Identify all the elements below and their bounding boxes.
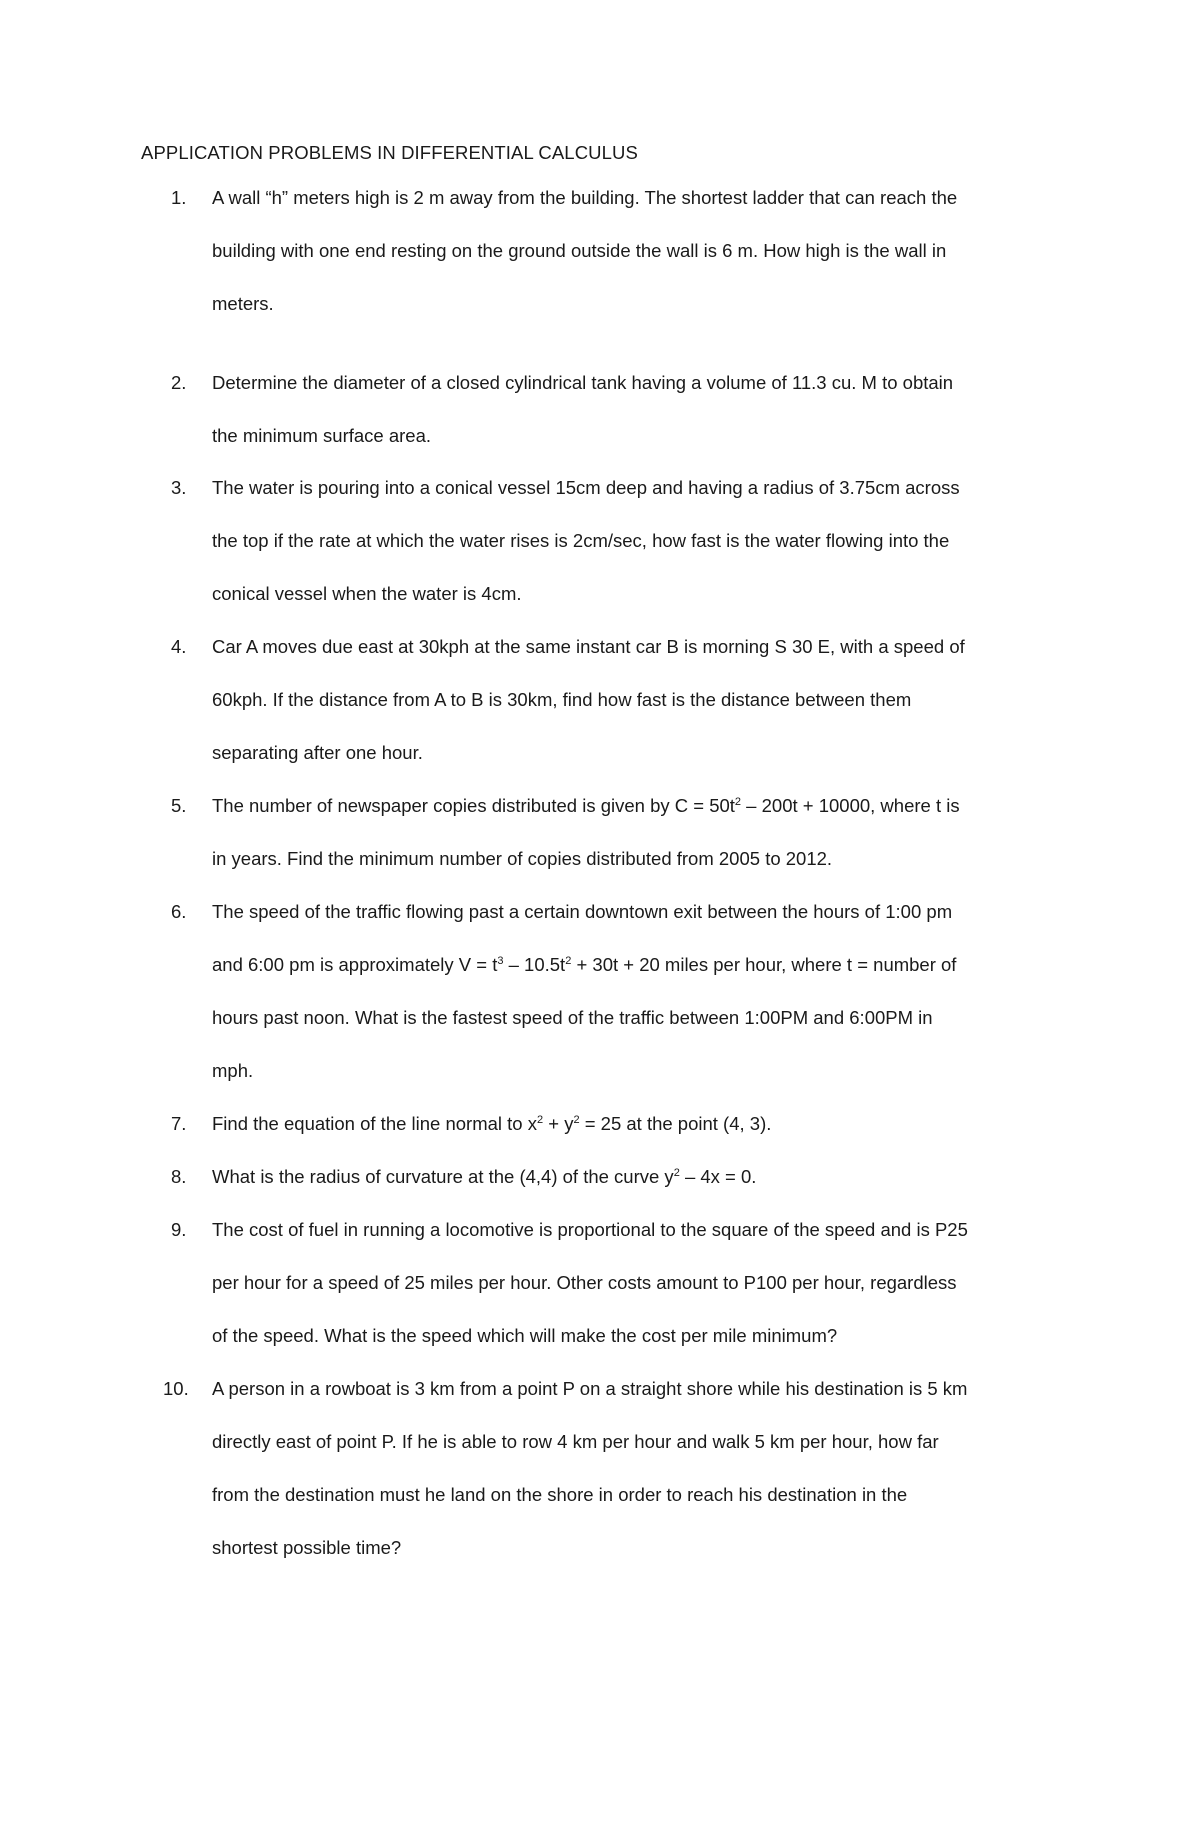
text-segment: Find the equation of the line normal to x xyxy=(212,1113,537,1134)
problem-number: 3. xyxy=(171,477,187,498)
text-segment: What is the radius of curvature at the (4,4) of the curve y xyxy=(212,1166,674,1187)
problem-line xyxy=(212,1097,1072,1150)
problem-text xyxy=(212,779,1072,885)
exponent: 2 xyxy=(573,1114,580,1126)
problem-text xyxy=(212,171,1072,330)
text-segment: + y xyxy=(543,1113,574,1134)
exponent: 2 xyxy=(565,955,572,967)
problem-line xyxy=(212,779,1072,832)
problem-line: directly east of point P. If he is able to row 4 km per hour and walk 5 km per hour, how far xyxy=(212,1431,939,1452)
problem-number: 6. xyxy=(171,901,187,922)
problem-line: Determine the diameter of a closed cylindrical tank having a volume of 11.3 cu. M to obtain xyxy=(212,372,954,393)
problem-line: meters. xyxy=(212,293,274,314)
problem-text xyxy=(212,1097,1072,1150)
problem-line: mph. xyxy=(212,1060,254,1081)
exponent: 2 xyxy=(673,1167,680,1179)
text-segment: The number of newspaper copies distributed is given by C = 50t xyxy=(212,795,735,816)
problem-line: The water is pouring into a conical vessel 15cm deep and having a radius of 3.75cm across xyxy=(212,477,960,498)
exponent: 3 xyxy=(497,955,504,967)
problem-text xyxy=(212,356,1072,462)
exponent: 2 xyxy=(536,1114,544,1126)
text-segment: – 10.5t xyxy=(503,954,566,975)
problem-line: from the destination must he land on the shore in order to reach his destination in the xyxy=(212,1484,908,1505)
problem-line: the top if the rate at which the water rises is 2cm/sec, how fast is the water flowing into the xyxy=(212,530,950,551)
problem-line: separating after one hour. xyxy=(212,742,423,763)
problem-text xyxy=(212,461,1072,620)
problem-text xyxy=(212,885,1072,1097)
problem-number: 10. xyxy=(163,1378,189,1399)
problem-line xyxy=(212,938,1072,991)
problem-line: conical vessel when the water is 4cm. xyxy=(212,583,522,604)
problem-line: The speed of the traffic flowing past a certain downtown exit between the hours of 1:00 pm xyxy=(212,901,953,922)
text-segment: + 30t + 20 miles per hour, where t = number of xyxy=(571,954,957,975)
problem-line: A person in a rowboat is 3 km from a point P on a straight shore while his destination is 5 km xyxy=(212,1378,968,1399)
problem-line: per hour for a speed of 25 miles per hour. Other costs amount to P100 per hour, regardless xyxy=(212,1272,957,1293)
problem-text xyxy=(212,1150,1072,1203)
problem-line: Car A moves due east at 30kph at the same instant car B is morning S 30 E, with a speed of xyxy=(212,636,965,657)
problem-line: shortest possible time? xyxy=(212,1537,402,1558)
problem-text xyxy=(212,1362,1072,1574)
problem-number: 1. xyxy=(171,187,187,208)
text-segment: = 25 at the point (4, 3). xyxy=(579,1113,772,1134)
problem-text xyxy=(212,620,1072,779)
problem-line: A wall “h” meters high is 2 m away from the building. The shortest ladder that can reach the xyxy=(212,187,958,208)
problem-number: 9. xyxy=(171,1219,187,1240)
problem-line: 60kph. If the distance from A to B is 30km, find how fast is the distance between them xyxy=(212,689,912,710)
problem-line: in years. Find the minimum number of copies distributed from 2005 to 2012. xyxy=(212,848,833,869)
text-segment: – 200t + 10000, where t is xyxy=(741,795,960,816)
problem-number: 7. xyxy=(171,1113,187,1134)
text-segment: and 6:00 pm is approximately V = t xyxy=(212,954,498,975)
problem-line: of the speed. What is the speed which will make the cost per mile minimum? xyxy=(212,1325,838,1346)
document-title: APPLICATION PROBLEMS IN DIFFERENTIAL CALCULUS xyxy=(141,142,638,163)
text-segment: – 4x = 0. xyxy=(679,1166,757,1187)
problem-line: The cost of fuel in running a locomotive is proportional to the square of the speed and is P25 xyxy=(212,1219,968,1240)
exponent: 2 xyxy=(734,796,742,808)
problem-text xyxy=(212,1203,1072,1362)
problem-line: the minimum surface area. xyxy=(212,425,432,446)
problem-number: 2. xyxy=(171,372,187,393)
problem-number: 8. xyxy=(171,1166,187,1187)
problem-line: hours past noon. What is the fastest speed of the traffic between 1:00PM and 6:00PM in xyxy=(212,1007,933,1028)
problem-number: 4. xyxy=(171,636,187,657)
problem-line: building with one end resting on the ground outside the wall is 6 m. How high is the wall in xyxy=(212,240,947,261)
problem-line xyxy=(212,1150,1072,1203)
problem-number: 5. xyxy=(171,795,187,816)
